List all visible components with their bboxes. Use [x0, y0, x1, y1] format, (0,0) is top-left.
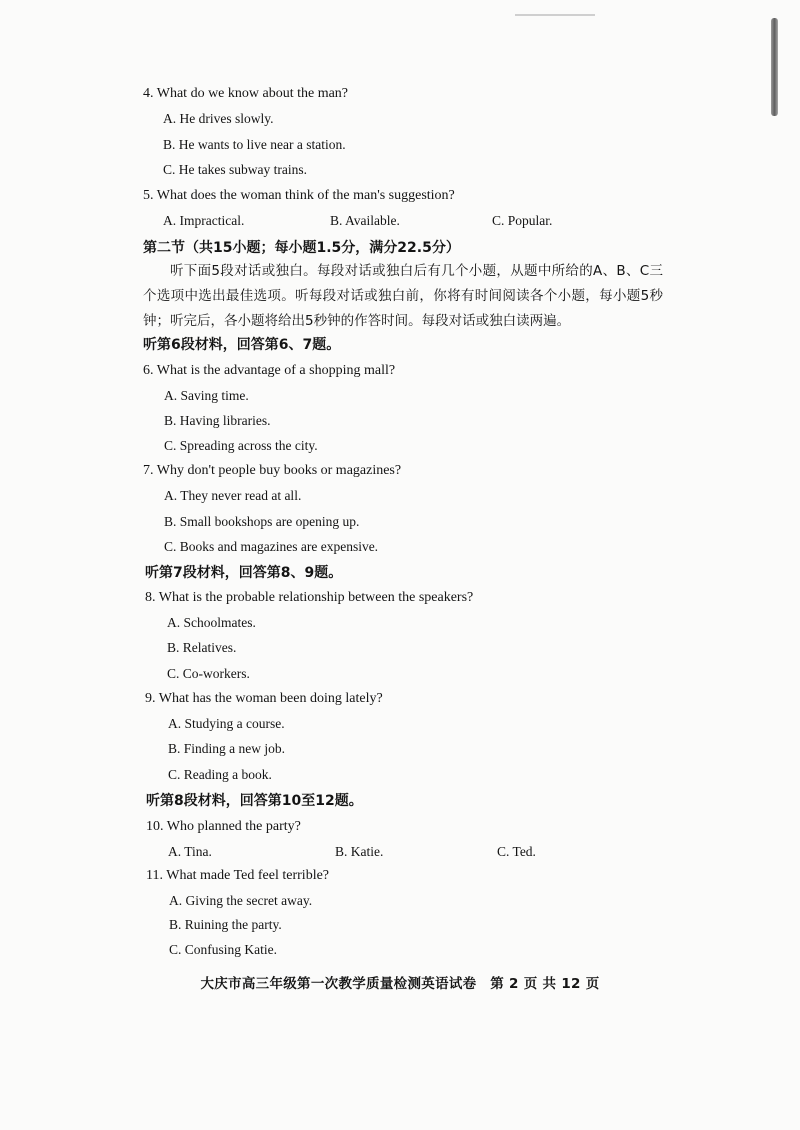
question-9-option-a: A. Studying a course.: [168, 716, 285, 731]
question-5-option-c: C. Popular.: [492, 213, 553, 228]
page-footer: 大庆市高三年级第一次教学质量检测英语试卷 第 2 页 共 12 页: [200, 976, 600, 992]
material-6-heading: 听第6段材料，回答第6、7题。: [143, 337, 341, 353]
question-8-option-c: C. Co-workers.: [167, 666, 250, 681]
question-4-option-b: B. He wants to live near a station.: [163, 137, 346, 152]
section-2-instructions: 听下面5段对话或独白。每段对话或独白后有几个小题，从题中所给的A、B、C三个选项中选出最佳选项。听每段对话或独白前，你将有时间阅读各个小题，每小题5秒钟；听完后，各小题将给出5秒钟的作答时间。每段对话或独白读两遍。: [143, 263, 663, 329]
question-4-stem: 4. What do we know about the man?: [143, 86, 349, 101]
question-11-option-c: C. Confusing Katie.: [169, 942, 277, 957]
question-10-stem: 10. Who planned the party?: [146, 819, 301, 834]
question-6-option-a: A. Saving time.: [164, 388, 249, 403]
question-5-option-b: B. Available.: [330, 213, 400, 228]
material-8-heading: 听第8段材料，回答第10至12题。: [146, 793, 363, 809]
question-10-option-c: C. Ted.: [497, 844, 536, 859]
material-7-heading: 听第7段材料，回答第8、9题。: [145, 565, 343, 581]
question-6-option-c: C. Spreading across the city.: [164, 438, 318, 453]
question-7-option-c: C. Books and magazines are expensive.: [164, 539, 379, 554]
question-9-option-c: C. Reading a book.: [168, 767, 272, 782]
question-10-option-a: A. Tina.: [168, 844, 212, 859]
question-8-option-a: A. Schoolmates.: [167, 615, 256, 630]
scan-mark: [515, 14, 595, 16]
question-9-option-b: B. Finding a new job.: [168, 741, 285, 756]
question-5-option-a: A. Impractical.: [163, 213, 245, 228]
question-10-option-b: B. Katie.: [335, 844, 384, 859]
question-6-option-b: B. Having libraries.: [164, 413, 271, 428]
question-8-option-b: B. Relatives.: [167, 640, 237, 655]
question-7-stem: 7. Why don't people buy books or magazines?: [143, 463, 402, 478]
question-4-option-c: C. He takes subway trains.: [163, 162, 307, 177]
question-6-stem: 6. What is the advantage of a shopping mall?: [143, 363, 396, 378]
section-2-heading: 第二节（共15小题；每小题1.5分，满分22.5分）: [143, 240, 460, 256]
question-9-stem: 9. What has the woman been doing lately?: [145, 691, 383, 706]
question-5-stem: 5. What does the woman think of the man's suggestion?: [143, 188, 455, 203]
question-8-stem: 8. What is the probable relationship between the speakers?: [145, 590, 474, 605]
question-4-option-a: A. He drives slowly.: [163, 111, 274, 126]
question-11-option-a: A. Giving the secret away.: [169, 893, 313, 908]
question-11-option-b: B. Ruining the party.: [169, 917, 282, 932]
question-7-option-b: B. Small bookshops are opening up.: [164, 514, 360, 529]
scan-edge-shadow: [771, 18, 778, 116]
question-11-stem: 11. What made Ted feel terrible?: [146, 868, 330, 883]
question-7-option-a: A. They never read at all.: [164, 488, 302, 503]
